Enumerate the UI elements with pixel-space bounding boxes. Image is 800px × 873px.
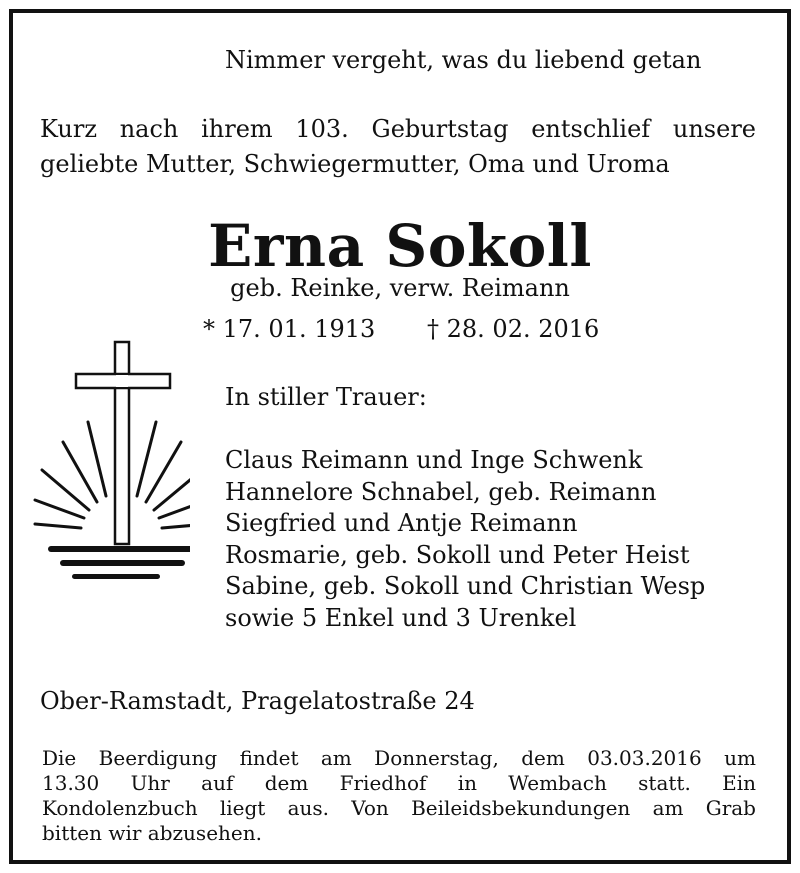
- funeral-notice: [42, 746, 756, 846]
- mourner-3: Siegfried und Antje Reimann: [225, 509, 578, 537]
- cross-joint: [116, 375, 128, 387]
- funeral-line-2: 13.30 Uhr auf dem Friedhof in Wembach statt. Ein: [42, 771, 756, 795]
- mourner-6: sowie 5 Enkel und 3 Urenkel: [225, 603, 577, 632]
- death-date: † 28. 02. 2016: [427, 315, 600, 343]
- sun-rays: [35, 422, 190, 528]
- intro-line-2: geliebte Mutter, Schwiegermutter, Oma und Uroma: [40, 150, 670, 178]
- funeral-line-4: bitten wir abzusehen.: [42, 821, 262, 845]
- mourner-1: Claus Reimann und Inge Schwenk: [225, 446, 643, 474]
- family-address: Ober-Ramstadt, Pragelatostraße 24: [40, 687, 475, 715]
- mourner-2: Hannelore Schnabel, geb. Reimann: [225, 477, 657, 506]
- intro-text: [40, 112, 756, 182]
- funeral-line-1: Die Beerdigung findet am Donnerstag, dem 03.03.2016 um: [42, 746, 756, 770]
- motto: Nimmer vergeht, was du liebend getan: [225, 46, 702, 74]
- cross-rising-sun-icon: [30, 338, 190, 588]
- water-lines: [48, 546, 190, 579]
- mourners-list: [225, 445, 705, 634]
- maiden-name: geb. Reinke, verw. Reimann: [230, 274, 570, 302]
- birth-date: * 17. 01. 1913: [203, 315, 376, 343]
- intro-line-1: Kurz nach ihrem 103. Geburtstag entschlief unsere: [40, 115, 756, 143]
- deceased-name: Erna Sokoll: [208, 212, 592, 280]
- mourner-5: Sabine, geb. Sokoll und Christian Wesp: [225, 572, 706, 600]
- cross-vertical-beam: [115, 342, 129, 544]
- funeral-line-3: Kondolenzbuch liegt aus. Von Beileidsbekundungen am Grab: [42, 796, 756, 820]
- mourner-4: Rosmarie, geb. Sokoll und Peter Heist: [225, 540, 690, 569]
- grief-heading: In stiller Trauer:: [225, 383, 427, 411]
